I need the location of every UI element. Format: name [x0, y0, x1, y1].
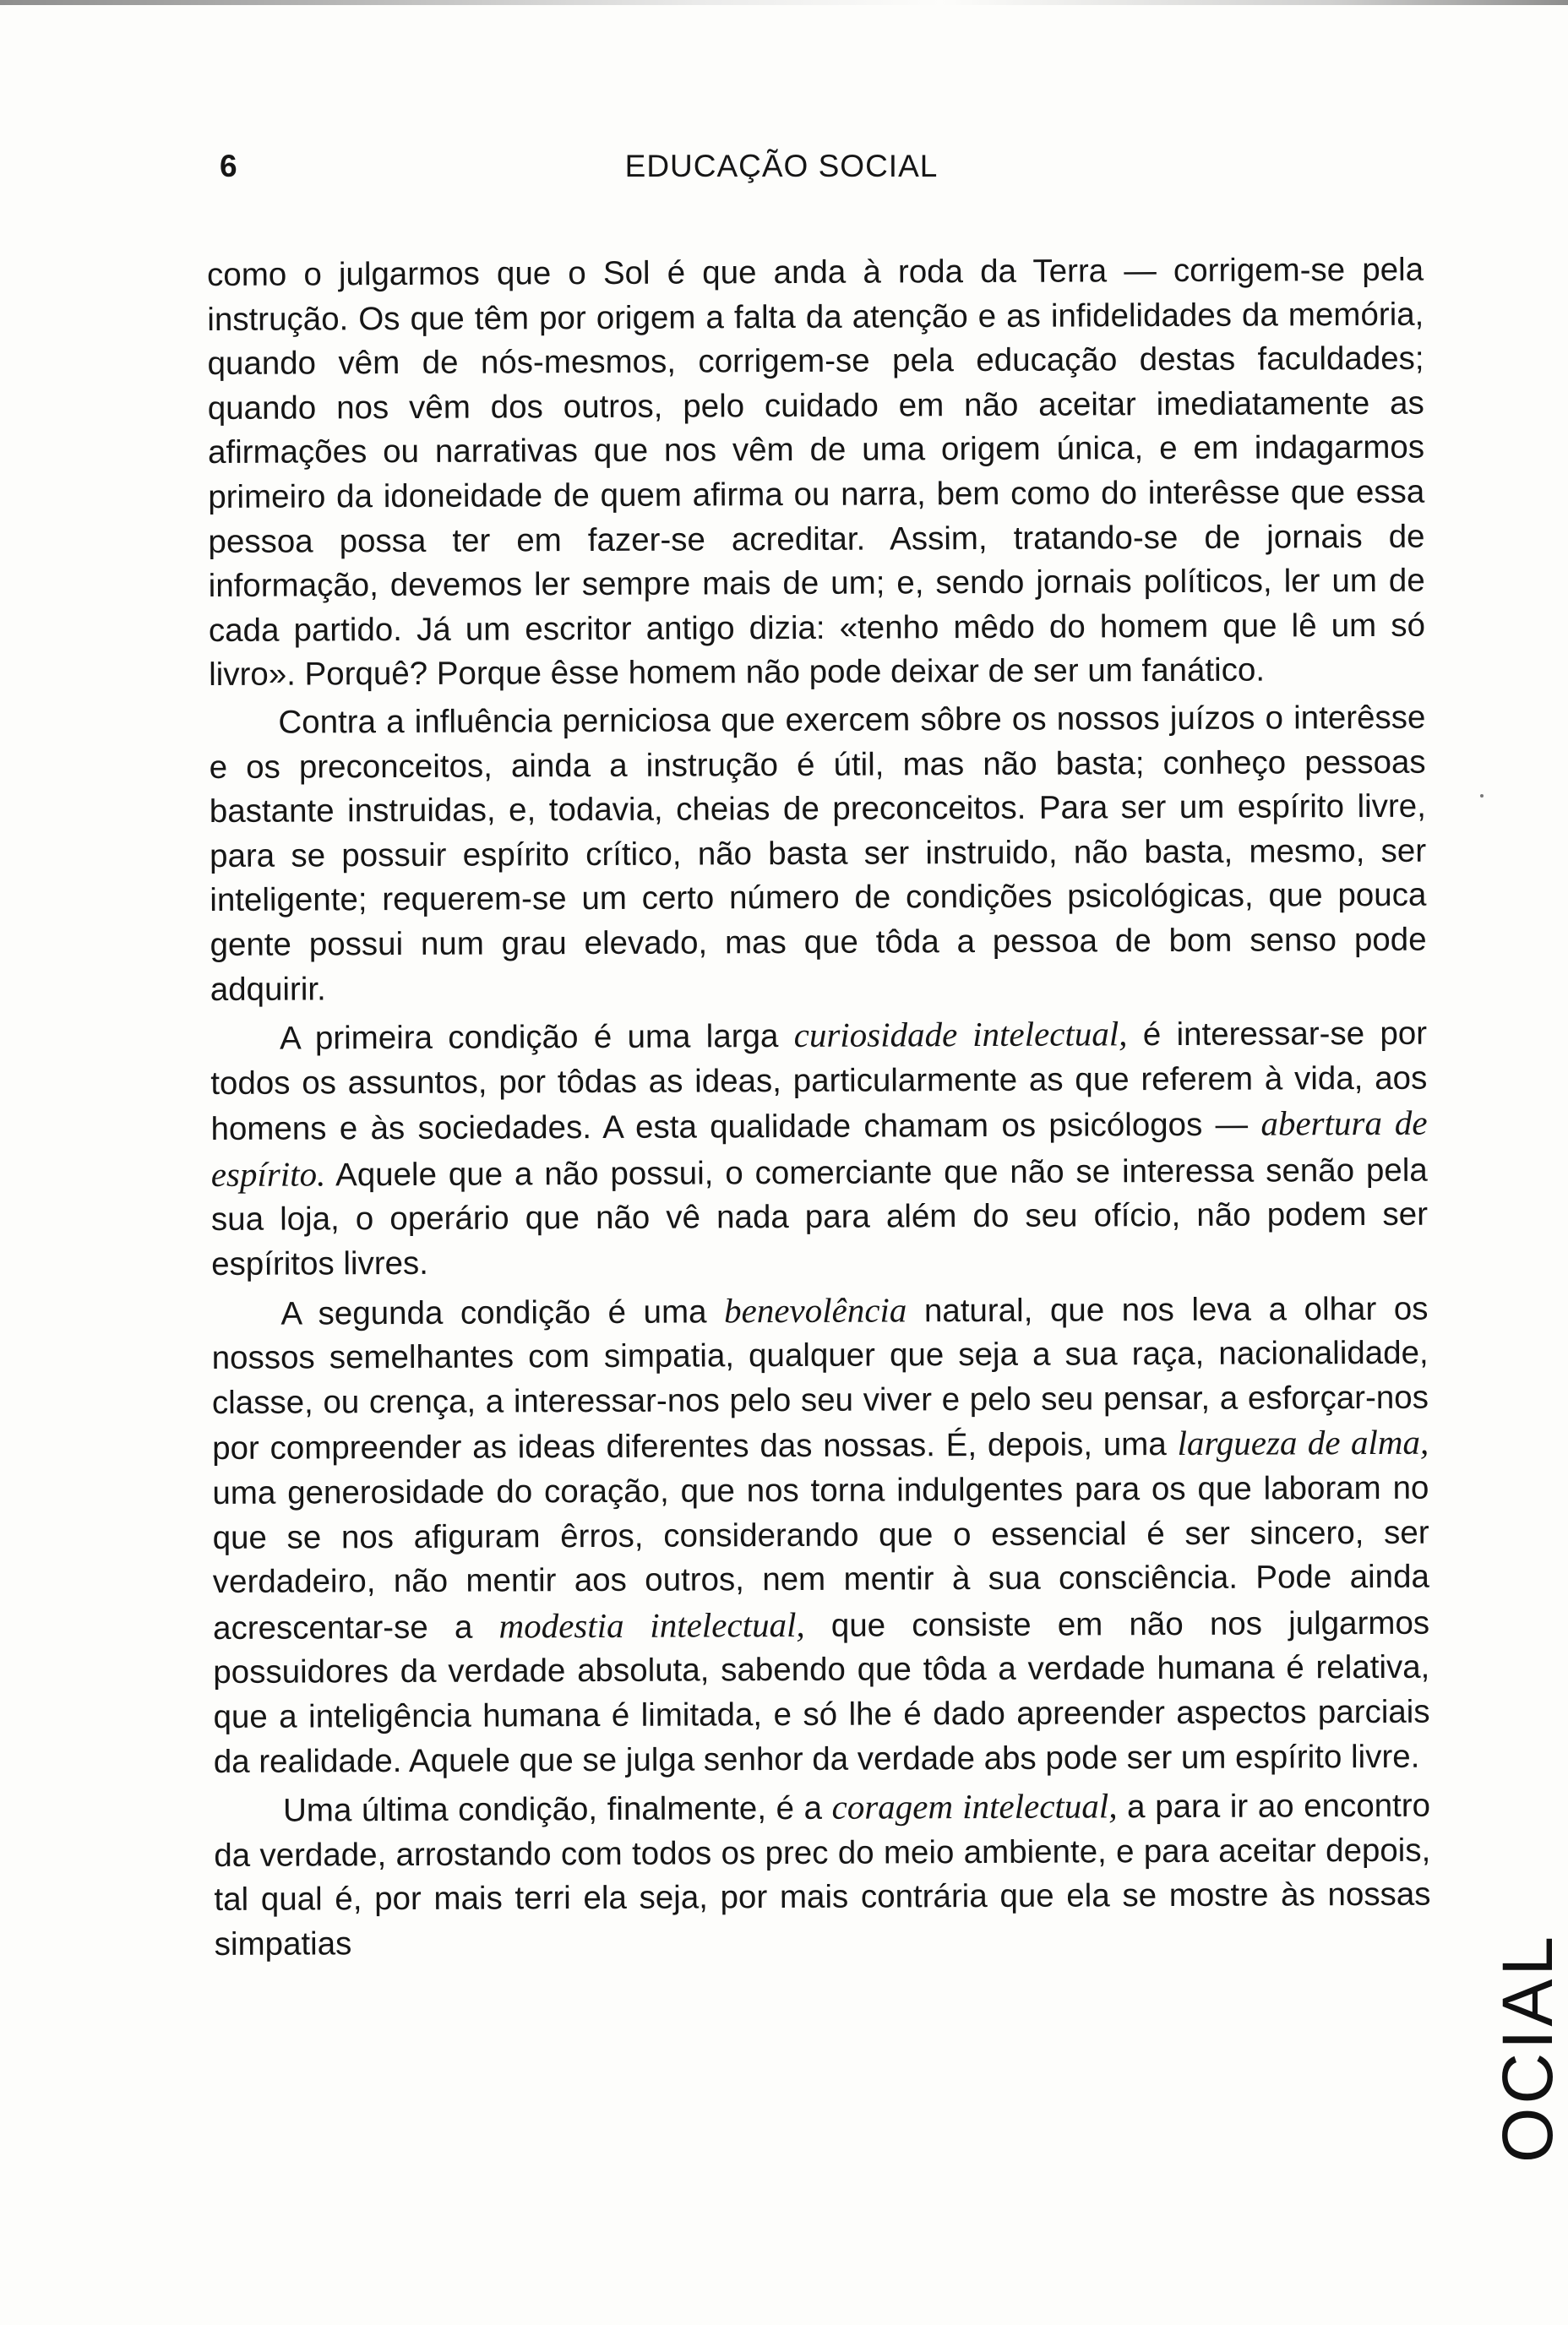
body-text [207, 248, 1431, 1968]
bleed-through-fragment: OCIAL [1488, 1932, 1567, 2163]
paragraph-5-text-b: a para ir ao encontro da verdade, arrostando com todos os prec do meio ambiente, e para aceitar depois, tal qual é, por mais terri ela seja, por mais contrária que ela se mostre às nossas simpatias [214, 1787, 1431, 1963]
page-header [220, 149, 1343, 199]
paragraph-1: como o julgarmos que o Sol é que anda à roda da Terra — corrigem-se pela instrução. Os que têm por origem a falta da atenção e as infidelidades da memória, quando vêm de nós-mesmos, corrigem-se pela educação destas faculdades; quando nos vêm dos outros, pelo cuidado em não aceitar imediatamente as afirmações ou narrativas que nos vêm de uma origem única, e em indagarmos primeiro da idoneidade de quem afirma ou narra, bem como do interêsse que essa pessoa possa ter em fazer-se acreditar. Assim, tratando-se de jornais de informação, devemos ler sempre mais de um; e, sendo jornais políticos, ler um de cada partido. Já um escritor antigo dizia: «tenho mêdo do homem que lê um só livro». Porquê? Porque êsse homem não pode deixar de ser um fanático. [207, 251, 1426, 694]
page-number: 6 [220, 149, 237, 183]
italic-coragem-intelectual: coragem intelectual, [831, 1786, 1118, 1827]
paragraph-4-text-c: uma generosidade do coração, que nos torna indulgentes para os que laboram no que se nos afiguram êrros, considerando que o essencial é ser sincero, ser verdadeiro, não mentir aos outros, nem mentir à sua consciência. Pode ainda acrescentar-se a [212, 1469, 1429, 1647]
italic-largueza-de-alma: largueza de alma, [1177, 1423, 1429, 1463]
scan-edge [0, 0, 1568, 5]
paragraph-4-text-b: natural, que nos leva a olhar os nossos semelhantes com simpatia, qualquer que seja a sua raça, nacionalidade, classe, ou crença, a interessar-nos pelo seu viver e pelo seu pensar, a esforçar-nos por compreender as ideas diferentes das nossas. É, depois, uma [211, 1290, 1429, 1467]
running-head: EDUCAÇÃO SOCIAL [624, 149, 939, 183]
paragraph-3-text-c: Aquele que a não possui, o comerciante que não se interessa senão pela sua loja, o operário que não vê nada para além do seu ofício, não podem ser espíritos livres. [210, 1152, 1429, 1283]
scan-speck [1480, 794, 1484, 798]
paragraph-5 [214, 1783, 1431, 1968]
italic-modestia-intelectual: modestia intelectual, [498, 1604, 805, 1646]
paragraph-4-text-a: A segunda condição é uma [280, 1293, 725, 1332]
paragraph-3-text-b: é interessar-se por todos os assuntos, por tôdas as ideas, particularmente as que referem à vida, aos homens e às sociedades. A esta qualidade chamam os psicólogos — [210, 1015, 1428, 1148]
paragraph-4-text-d: que consiste em não nos julgarmos possuidores da verdade absoluta, sabendo que tôda a verdade humana é relativa, que a inteligência humana é limitada, e só lhe é dado apreender aspectos parciais da realidade. Aquele que se julga senhor da verdade abs pode ser um espírito livre. [213, 1604, 1430, 1780]
italic-benevolencia: benevolência [723, 1290, 907, 1330]
paragraph-5-text-a: Uma última condição, finalmente, é a [282, 1789, 832, 1829]
paragraph-3 [210, 1010, 1428, 1288]
paragraph-2: Contra a influência perniciosa que exercem sôbre os nossos juízos o interêsse e os preconceitos, ainda a instrução é útil, mas não basta; conheço pessoas bastante instruidas, e, todavia, cheias de preconceitos. Para ser um espírito livre, para se possuir espírito crítico, não basta ser instruido, não basta, mesmo, ser inteligente; requerem-se um certo número de condições psicológicas, que pouca gente possui num grau elevado, mas que tôda a pessoa de bom senso pode adquirir. [209, 699, 1427, 1008]
italic-curiosidade-intelectual: curiosidade intelectual, [793, 1014, 1128, 1055]
paragraph-4 [211, 1285, 1430, 1784]
italic-abertura-de-espirito: abertura de espírito. [210, 1103, 1428, 1194]
paragraph-3-text-a: A primeira condição é uma larga [279, 1018, 794, 1057]
